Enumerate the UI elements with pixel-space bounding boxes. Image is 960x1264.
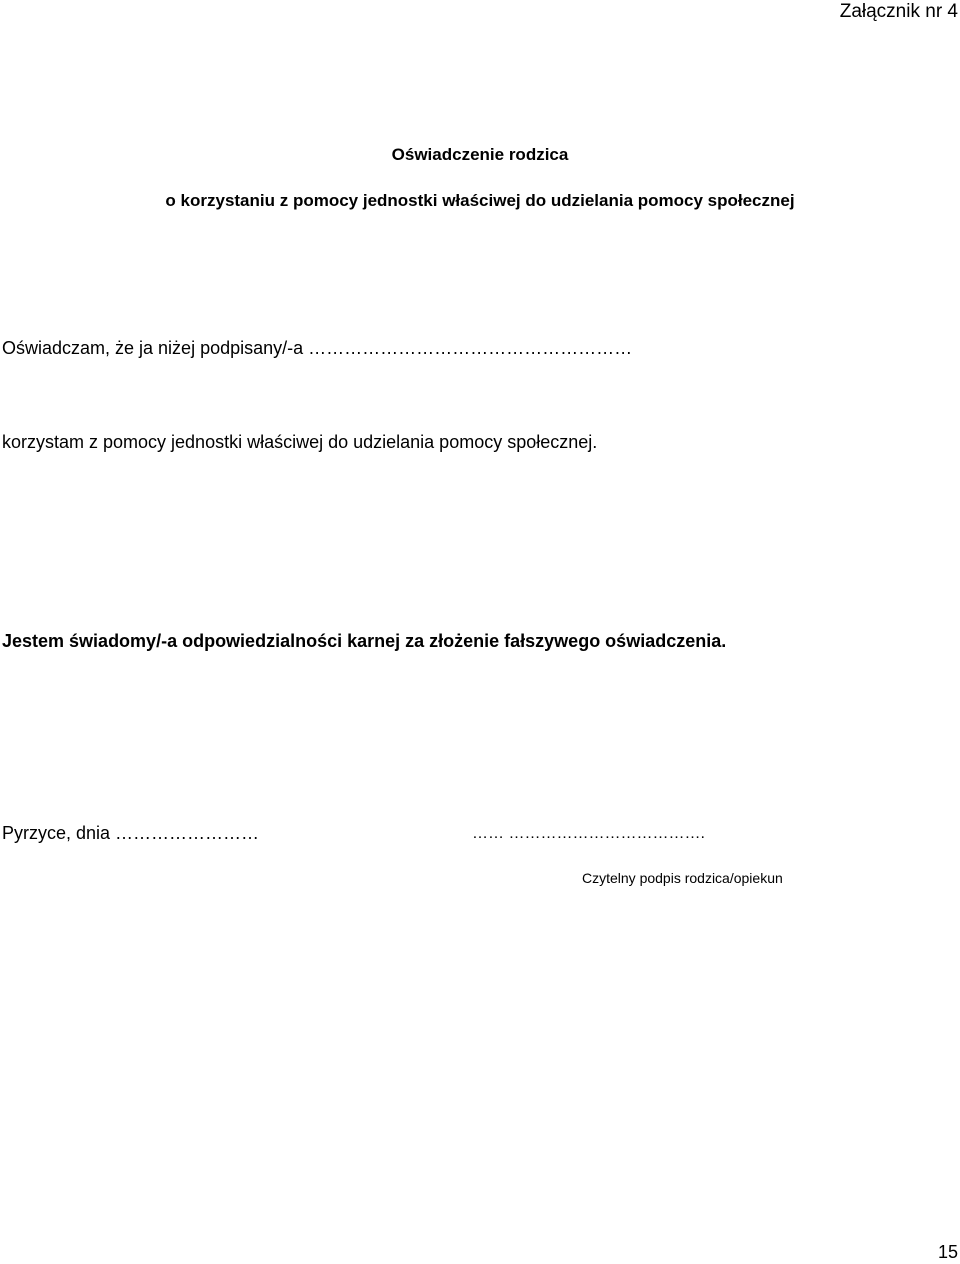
signature-caption: Czytelny podpis rodzica/opiekun: [582, 870, 783, 886]
page-number: 15: [937, 1242, 958, 1262]
document-title: Oświadczenie rodzica: [391, 145, 569, 164]
responsibility-notice: Jestem świadomy/-a odpowiedzialności karnej za złożenie fałszywego oświadczenia.: [2, 631, 727, 651]
declaration-line: Oświadczam, że ja niżej podpisany/-a ………………………………………………: [2, 338, 633, 358]
place-date-line: Pyrzyce, dnia ……………………: [2, 823, 260, 843]
document-subtitle: o korzystaniu z pomocy jednostki właściwej do udzielania pomocy społecznej: [165, 191, 795, 210]
signature-line: …… ……………………………….: [472, 825, 705, 842]
statement-text: korzystam z pomocy jednostki właściwej do udzielania pomocy społecznej.: [2, 432, 598, 452]
annex-label: Załącznik nr 4: [839, 1, 958, 22]
